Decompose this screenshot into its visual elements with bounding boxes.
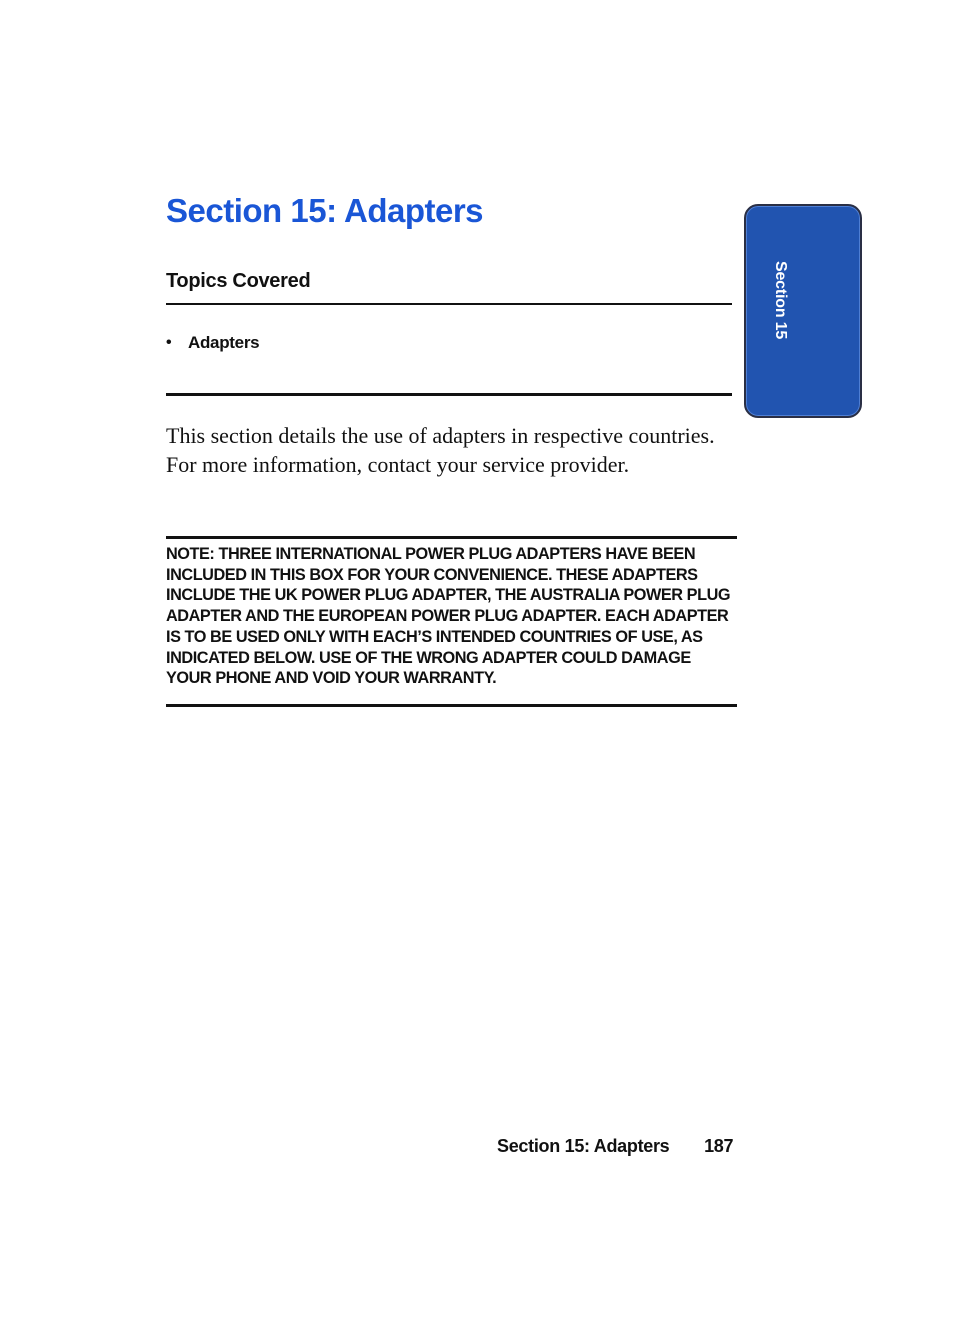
topics-bottom-divider — [166, 393, 732, 396]
bullet-icon: • — [166, 334, 172, 351]
footer-section-title: Section 15: Adapters — [497, 1136, 670, 1156]
list-item — [166, 333, 259, 353]
section-side-tab — [744, 204, 862, 418]
note-top-divider — [166, 536, 737, 539]
intro-paragraph: This section details the use of adapters in respective countries. For more information, contact your service provider. — [166, 423, 715, 477]
topics-heading: Topics Covered — [166, 270, 311, 292]
page-number: 187 — [704, 1136, 734, 1156]
topic-label: Adapters — [188, 333, 260, 352]
page-title: Section 15: Adapters — [166, 192, 484, 229]
note-bottom-divider — [166, 704, 737, 707]
topics-top-divider — [166, 303, 732, 305]
topics-list — [166, 333, 259, 353]
warning-note: NOTE: THREE INTERNATIONAL POWER PLUG ADAPTERS HAVE BEEN INCLUDED IN THIS BOX FOR YOUR CONVENIENCE. THESE ADAPTERS INCLUDE THE UK POWER PLUG ADAPTER, THE AUSTRALIA POWER PLUG ADAPTER AND THE EUROPEAN POWER PLUG ADAPTER. EACH ADAPTER IS TO BE USED ONLY WITH EACH’S INTENDED COUNTRIES OF USE, AS INDICATED BELOW. USE OF THE WRONG ADAPTER COULD DAMAGE YOUR PHONE AND VOID YOUR WARRANTY. — [166, 545, 731, 688]
page-footer — [497, 1136, 733, 1157]
section-tab-label: Section 15 — [772, 261, 789, 340]
